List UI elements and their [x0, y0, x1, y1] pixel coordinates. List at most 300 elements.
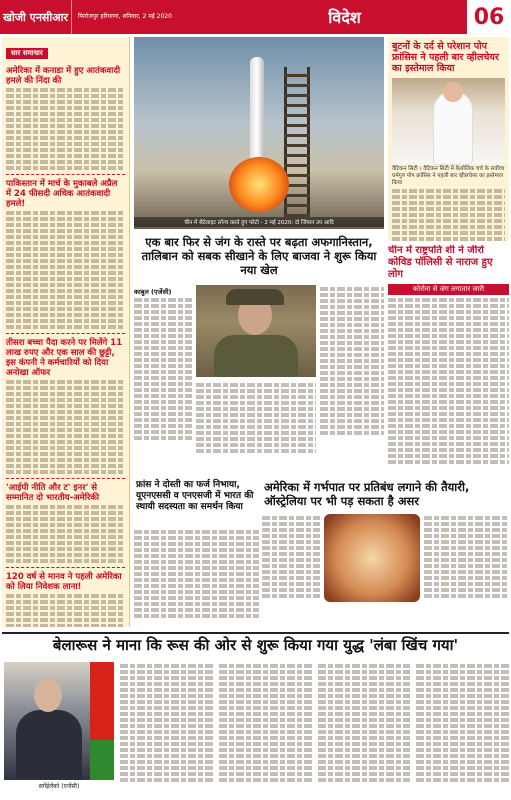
body-text-line: [120, 700, 213, 704]
body-text-line: [262, 546, 320, 550]
body-text-line: [388, 394, 509, 398]
body-text-line: [134, 298, 192, 302]
body-text-line: [318, 706, 411, 710]
body-text-line: [120, 754, 213, 758]
divider: [6, 478, 125, 479]
body-text-line: [6, 440, 125, 444]
body-text-line: [318, 664, 411, 668]
body-text-line: [416, 712, 509, 716]
body-text-line: [134, 554, 259, 558]
body-text-line: [320, 389, 384, 393]
body-text-line: [196, 437, 316, 441]
divider: [6, 333, 125, 334]
body-text-line: [416, 670, 509, 674]
pope-headline[interactable]: बुटनों के दर्द से परेशान पोप फ्रांसिस ने पहली बार व्हीलचेयर का इस्तेमाल किया: [392, 41, 499, 74]
body-text-line: [6, 100, 125, 104]
body-text-line: [416, 682, 509, 686]
body-text-line: [120, 694, 213, 698]
body-text-line: [134, 310, 192, 314]
body-text-line: [6, 511, 125, 515]
body-text-line: [120, 712, 213, 716]
general-photo: [196, 285, 316, 377]
rocket-launch-photo: [134, 37, 384, 229]
body-text-line: [6, 458, 125, 462]
body-text-line: [134, 304, 192, 308]
body-text-line: [120, 766, 213, 770]
launch-tower: [284, 67, 310, 217]
body-text-line: [392, 189, 505, 193]
rocket: [250, 57, 264, 167]
body-text-line: [134, 346, 192, 350]
body-text-line: [392, 213, 505, 217]
body-text-line: [134, 388, 192, 392]
body-text-line: [6, 295, 125, 299]
body-text-line: [416, 664, 509, 668]
body-text-line: [318, 718, 411, 722]
body-text-line: [134, 424, 192, 428]
body-text-line: [424, 522, 509, 526]
body-text-line: [424, 546, 509, 550]
body-text-line: [134, 602, 259, 606]
body-text-line: [416, 748, 509, 752]
body-text-line: [6, 434, 125, 438]
body-text-line: [416, 730, 509, 734]
body-text-line: [416, 766, 509, 770]
body-text-line: [120, 664, 213, 668]
body-text-line: [416, 754, 509, 758]
body-text-line: [6, 88, 125, 92]
body-text-line: [262, 522, 320, 526]
body-text-line: [424, 558, 509, 562]
body-text-line: [320, 377, 384, 381]
body-text-line: [6, 241, 125, 245]
body-text-line: [6, 529, 125, 533]
body-text-line: [219, 724, 312, 728]
body-text-line: [388, 400, 509, 404]
pope-figure: [434, 92, 472, 164]
body-text-line: [6, 416, 125, 420]
body-text-line: [196, 389, 316, 393]
body-text-line: [6, 535, 125, 539]
body-text-line: [318, 688, 411, 692]
body-text-line: [320, 329, 384, 333]
body-text-line: [134, 608, 259, 612]
body-text-line: [120, 778, 213, 782]
belarus-headline[interactable]: बेलारूस ने माना कि रूस की ओर से शुरू किया गया युद्ध 'लंबा खिंच गया': [52, 636, 459, 654]
body-text-line: [318, 682, 411, 686]
body-text-line: [120, 772, 213, 776]
newspaper-logo: खोजी एनसीआर: [0, 0, 72, 34]
body-text-line: [120, 718, 213, 722]
body-text-line: [318, 742, 411, 746]
body-text-line: [219, 706, 312, 710]
body-text-line: [120, 676, 213, 680]
body-text-line: [6, 94, 125, 98]
body-text-line: [424, 582, 509, 586]
body-text-line: [318, 670, 411, 674]
body-text-line: [388, 334, 509, 338]
pope-photo: [392, 78, 505, 164]
body-text-line: [320, 365, 384, 369]
body-text-line: [262, 516, 320, 520]
body-text-line: [6, 247, 125, 251]
body-text-line: [388, 460, 509, 464]
body-text-line: [196, 449, 316, 453]
body-text-line: [416, 778, 509, 782]
body-text-line: [134, 340, 192, 344]
body-text-line: [320, 311, 384, 315]
section-title: विदेश: [328, 8, 361, 27]
body-text-line: [6, 166, 125, 170]
france-headline[interactable]: फ्रांस ने दोस्ती का फर्ज निभाया, यूएनएससी व एनएसजी में भारत की स्थायी सदस्यता का समर्थन किया: [136, 480, 254, 512]
body-text-line: [388, 412, 509, 416]
body-text-line: [134, 316, 192, 320]
body-text-line: [196, 431, 316, 435]
body-text-line: [219, 664, 312, 668]
body-text-line: [424, 534, 509, 538]
body-text-line: [120, 742, 213, 746]
body-text-line: [6, 259, 125, 263]
body-text-line: [388, 352, 509, 356]
body-text-line: [6, 154, 125, 158]
body-text-line: [196, 407, 316, 411]
belarus-article: [120, 662, 509, 798]
body-text-line: [392, 237, 505, 241]
body-text-line: [219, 778, 312, 782]
body-text-line: [6, 624, 125, 627]
body-text-line: [318, 766, 411, 770]
body-text-line: [318, 700, 411, 704]
body-text-line: [6, 392, 125, 396]
body-text-line: [6, 265, 125, 269]
body-text-line: [320, 359, 384, 363]
body-text-line: [6, 547, 125, 551]
body-text-line: [424, 552, 509, 556]
body-text-line: [388, 328, 509, 332]
body-text-line: [6, 142, 125, 146]
body-text-line: [320, 383, 384, 387]
body-text-line: [219, 670, 312, 674]
body-text-line: [388, 358, 509, 362]
body-text-line: [318, 778, 411, 782]
body-text-line: [196, 401, 316, 405]
body-text-line: [134, 394, 192, 398]
body-text-line: [262, 564, 320, 568]
body-text-line: [388, 340, 509, 344]
body-text-line: [134, 412, 192, 416]
body-text-line: [6, 229, 125, 233]
news-briefs-sidebar: [2, 37, 130, 627]
body-text-line: [6, 600, 125, 604]
body-text-line: [134, 328, 192, 332]
body-text-line: [388, 298, 509, 302]
body-text-line: [392, 225, 505, 229]
body-text-line: [424, 564, 509, 568]
belarus-story: [2, 632, 509, 798]
body-text-line: [134, 382, 192, 386]
brief-headline[interactable]: तीसरा बच्चा पैदा करने पर मिलेंगे 11 लाख रुपए और एक साल की छुट्टी, इस कंपनी ने कर्मचारियों को दिया अनोखा ऑफर: [6, 338, 123, 378]
body-text-line: [6, 404, 125, 408]
body-text-line: [262, 552, 320, 556]
body-text-line: [6, 283, 125, 287]
body-text-line: [318, 676, 411, 680]
body-text-line: [416, 724, 509, 728]
body-text-line: [262, 582, 320, 586]
pope-head: [443, 82, 463, 102]
body-text-line: [6, 606, 125, 610]
body-text-line: [134, 418, 192, 422]
body-text-line: [6, 452, 125, 456]
body-text-line: [6, 541, 125, 545]
body-text-line: [134, 560, 259, 564]
body-text-line: [6, 505, 125, 509]
body-text-line: [134, 566, 259, 570]
body-text-line: [388, 430, 509, 434]
body-text-line: [134, 430, 192, 434]
body-text-line: [134, 548, 259, 552]
body-text-line: [6, 470, 125, 474]
body-text-line: [6, 313, 125, 317]
body-text-line: [120, 730, 213, 734]
body-text-line: [388, 442, 509, 446]
body-text-line: [6, 130, 125, 134]
minister-suit: [16, 710, 82, 780]
body-text-line: [262, 558, 320, 562]
body-text-line: [6, 553, 125, 557]
body-text-line: [318, 736, 411, 740]
body-text-line: [262, 534, 320, 538]
pope-caption: वैटिकन सिटी । वैटिकन सिटी में कैथोलिक चर्च के सर्वोच्च धर्मगुरु पोप फ्रांसिस ने पहली बार व्हीलचेयर का इस्तेमाल किया: [392, 166, 505, 186]
page-number: 06: [467, 0, 511, 34]
body-text-line: [6, 422, 125, 426]
briefs-tag: सार समाचार: [6, 48, 48, 59]
launch-flame: [229, 157, 289, 212]
divider: [6, 567, 125, 568]
body-text-line: [196, 425, 316, 429]
body-text-line: [219, 676, 312, 680]
photo-caption: चीन में सैटेलाइट लॉन्च करते हुए फोटो - 2 मई 2020: दो जिंयान उप आदि: [134, 217, 384, 227]
body-text-line: [134, 536, 259, 540]
body-text-line: [6, 612, 125, 616]
body-text-line: [318, 730, 411, 734]
body-text-line: [219, 694, 312, 698]
body-text-line: [6, 136, 125, 140]
body-text-line: [134, 376, 192, 380]
body-text-line: [219, 712, 312, 716]
body-text-line: [196, 419, 316, 423]
body-text-line: [6, 223, 125, 227]
dateline: फिरोजपुर हरियाणा, शनिवार, 2 मई 2020: [78, 13, 172, 20]
body-text-line: [388, 376, 509, 380]
main-headline[interactable]: एक बार फिर से जंग के रास्ते पर बढ़ता अफगानिस्तान, तालिबान को सबक सीखाने के लिए बाजवा ने शुरू किया नया खेल: [141, 235, 377, 277]
body-text-line: [320, 401, 384, 405]
body-text-line: [219, 730, 312, 734]
body-text-line: [6, 559, 125, 563]
body-text-line: [6, 386, 125, 390]
body-text-line: [320, 431, 384, 435]
body-text-line: [6, 594, 125, 598]
body-text-line: [416, 688, 509, 692]
body-text-line: [416, 706, 509, 710]
body-text-line: [262, 540, 320, 544]
brief-headline[interactable]: 'आईपी नीति और ट' इनर' से सम्मानित दो भारतीय-अमेरिकी: [6, 483, 100, 503]
masthead: [0, 0, 511, 34]
body-text-line: [134, 572, 259, 576]
body-text-line: [392, 231, 505, 235]
body-text-line: [320, 407, 384, 411]
body-text-line: [388, 310, 509, 314]
body-text-line: [388, 382, 509, 386]
body-text-line: [196, 443, 316, 447]
body-text-line: [388, 316, 509, 320]
body-text-line: [416, 718, 509, 722]
body-text-line: [134, 578, 259, 582]
body-text-line: [6, 271, 125, 275]
body-text-line: [6, 464, 125, 468]
body-text-line: [134, 352, 192, 356]
body-text-line: [424, 516, 509, 520]
general-uniform: [214, 335, 298, 377]
body-text-line: [388, 454, 509, 458]
body-text-line: [318, 724, 411, 728]
body-text-line: [120, 670, 213, 674]
body-text-line: [320, 425, 384, 429]
body-text-line: [120, 748, 213, 752]
divider: [6, 174, 125, 175]
body-text-line: [320, 341, 384, 345]
body-text-line: [388, 436, 509, 440]
body-text-line: [134, 530, 259, 534]
general-cap: [226, 289, 284, 305]
body-text-line: [6, 160, 125, 164]
belarus-flag: [90, 662, 114, 780]
body-text-line: [392, 201, 505, 205]
body-text-line: [318, 772, 411, 776]
china-story: [388, 245, 509, 475]
body-text-line: [134, 614, 259, 618]
body-text-line: [120, 760, 213, 764]
main-headline-block: [134, 233, 384, 283]
body-text-line: [6, 517, 125, 521]
body-text-line: [6, 325, 125, 329]
body-text-line: [318, 754, 411, 758]
body-text-line: [320, 347, 384, 351]
body-text-line: [388, 304, 509, 308]
minister-photo: [4, 662, 114, 780]
body-text-line: [6, 319, 125, 323]
body-text-line: [416, 736, 509, 740]
body-text-line: [6, 148, 125, 152]
body-text-line: [219, 682, 312, 686]
body-text-line: [134, 400, 192, 404]
body-text-line: [388, 424, 509, 428]
brief-headline[interactable]: अमेरिका में कनाडा में हुए आतंकवादी हमले की निंदा की: [6, 66, 121, 86]
america-headline-block: [262, 478, 509, 510]
body-text-line: [424, 576, 509, 580]
body-text-line: [416, 772, 509, 776]
body-text-line: [320, 305, 384, 309]
body-text-line: [219, 760, 312, 764]
body-text-line: [388, 322, 509, 326]
body-text-line: [6, 380, 125, 384]
body-text-line: [6, 211, 125, 215]
body-text-line: [6, 124, 125, 128]
body-text-line: [120, 688, 213, 692]
body-text-line: [320, 335, 384, 339]
body-text-line: [388, 346, 509, 350]
body-text-line: [134, 334, 192, 338]
main-byline: काबुल (एजेंसी): [134, 288, 172, 296]
body-text-line: [219, 700, 312, 704]
body-text-line: [262, 528, 320, 532]
body-text-line: [388, 418, 509, 422]
body-text-line: [6, 307, 125, 311]
body-text-line: [219, 742, 312, 746]
body-text-line: [318, 694, 411, 698]
body-text-line: [6, 217, 125, 221]
body-text-line: [416, 700, 509, 704]
body-text-line: [6, 118, 125, 122]
body-text-line: [388, 406, 509, 410]
body-text-line: [134, 584, 259, 588]
body-text-line: [388, 364, 509, 368]
body-text-line: [320, 371, 384, 375]
body-text-line: [388, 370, 509, 374]
china-headline[interactable]: चीन में राष्ट्रपति शी ने जीरो कोविड पॉलिसी से नाराज हुए लोग: [388, 245, 493, 280]
body-text-line: [219, 766, 312, 770]
body-text-line: [320, 395, 384, 399]
body-text-line: [388, 388, 509, 392]
body-text-line: [416, 676, 509, 680]
body-text-line: [6, 398, 125, 402]
body-text-line: [120, 682, 213, 686]
body-text-line: [424, 540, 509, 544]
body-text-line: [318, 760, 411, 764]
body-text-line: [6, 277, 125, 281]
body-text-line: [416, 760, 509, 764]
brief-headline[interactable]: पाकिस्तान में मार्च के मुकाबले अप्रैल में 24 फीसदी अधिक आतंकवादी हमले!: [6, 179, 118, 209]
body-text-line: [219, 748, 312, 752]
body-text-line: [219, 772, 312, 776]
body-text-line: [219, 736, 312, 740]
body-text-line: [262, 588, 320, 592]
body-text-line: [134, 542, 259, 546]
body-text-line: [134, 370, 192, 374]
body-text-line: [416, 694, 509, 698]
body-text-line: [6, 618, 125, 622]
body-text-line: [392, 219, 505, 223]
body-text-line: [134, 596, 259, 600]
america-headline[interactable]: अमेरिका में गर्भपात पर प्रतिबंध लगाने की तैयारी, ऑस्ट्रेलिया पर भी पड़ सकता है असर: [264, 480, 470, 508]
body-text-line: [196, 383, 316, 387]
body-text-line: [424, 588, 509, 592]
body-text-line: [134, 364, 192, 368]
body-text-line: [262, 576, 320, 580]
body-text-line: [320, 287, 384, 291]
body-text-line: [320, 299, 384, 303]
body-text-line: [6, 446, 125, 450]
body-text-line: [134, 436, 192, 440]
minister-caption: सर्गेईलेंको (एजेंसी): [38, 783, 80, 790]
brief-headline[interactable]: 120 वर्ष से मानव ने पहली अमेरिका को लिया निवेशक लाना!: [6, 572, 122, 592]
france-article: [134, 528, 259, 628]
body-text-line: [320, 293, 384, 297]
body-text-line: [219, 688, 312, 692]
body-text-line: [262, 594, 320, 598]
body-text-line: [134, 406, 192, 410]
body-text-line: [318, 748, 411, 752]
body-text-line: [320, 353, 384, 357]
